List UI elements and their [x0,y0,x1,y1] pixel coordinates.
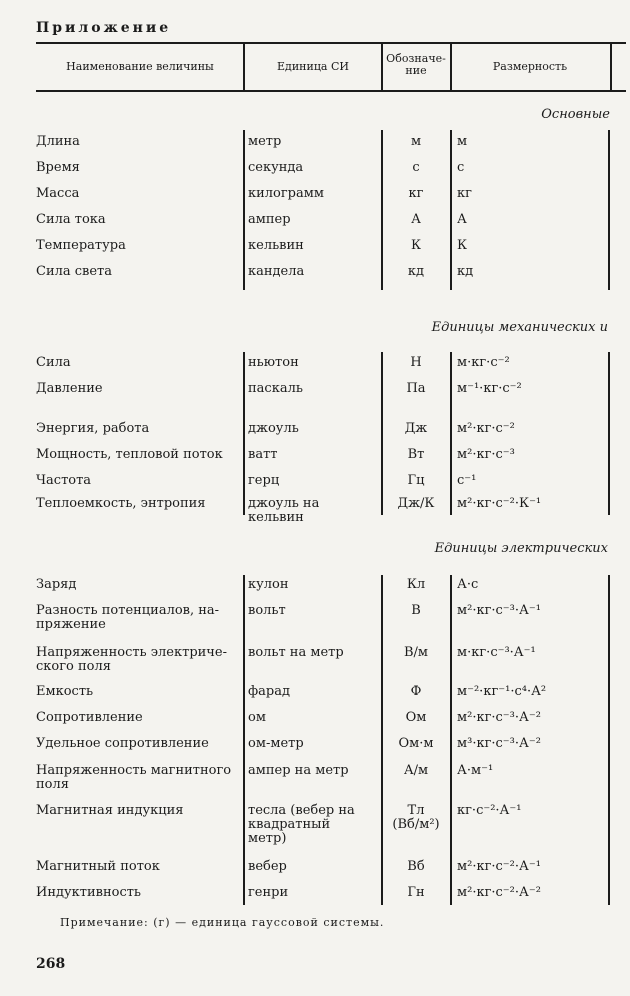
footnote: Примечание: (г) — единица гауссовой системы. [60,916,385,929]
unit-dimension: м²·кг·с⁻³·А⁻² [457,710,541,725]
column-divider [243,575,245,905]
unit-symbol: Дж/К [397,496,435,511]
si-unit-name: ом-метр [248,736,304,751]
si-unit-name: ом [248,710,266,725]
unit-symbol: А/м [403,763,429,778]
unit-symbol: Вт [407,447,425,462]
quantity-name: Мощность, тепловой поток [36,447,223,462]
column-divider [608,575,610,905]
column-divider [608,130,610,290]
unit-dimension: м²·кг·с⁻² [457,421,515,436]
unit-dimension: кг [457,186,472,201]
quantity-name: Частота [36,473,92,488]
quantity-name: Теплоемкость, энтропия [36,496,206,511]
si-unit-name: джоуль на кельвин [248,496,320,525]
quantity-name: Энергия, работа [36,421,150,436]
unit-symbol: В/м [403,645,429,660]
unit-dimension: м⁻²·кг⁻¹·с⁴·А² [457,684,547,699]
unit-symbol: Ф [410,684,422,699]
quantity-name: Емкость [36,684,94,699]
si-unit-name: ватт [248,447,278,462]
quantity-name: Магнитный поток [36,859,160,874]
quantity-name: Давление [36,381,103,396]
quantity-name: Напряженность электриче- ского поля [36,645,227,674]
header-symbol: Обозначе- ние [386,52,446,77]
unit-symbol: Гн [407,885,425,900]
unit-dimension: А [457,212,467,227]
section-title: Основные [541,107,610,122]
unit-symbol: Гц [407,473,425,488]
si-unit-name: джоуль [248,421,299,436]
si-unit-name: тесла (вебер на квадратный метр) [248,803,355,846]
section-title: Единицы электрических [434,541,608,556]
header-divider [243,44,245,90]
quantity-name: Длина [36,134,80,149]
column-divider [243,130,245,290]
quantity-name: Индуктивность [36,885,141,900]
quantity-name: Время [36,160,80,175]
header-si-unit: Единица СИ [277,60,349,73]
quantity-name: Сила тока [36,212,106,227]
unit-symbol: К [410,238,422,253]
unit-symbol: Ом·м [398,736,434,751]
unit-symbol: Дж [404,421,428,436]
unit-symbol: Тл (Вб/м²) [392,803,440,832]
si-unit-name: вольт на метр [248,645,344,660]
si-unit-name: метр [248,134,282,149]
unit-dimension: м²·кг·с⁻²·К⁻¹ [457,496,542,511]
quantity-name: Масса [36,186,80,201]
quantity-name: Заряд [36,577,77,592]
unit-dimension: с⁻¹ [457,473,477,488]
si-unit-name: ампер [248,212,291,227]
unit-symbol: Кл [406,577,426,592]
unit-dimension: м²·кг·с⁻²·А⁻¹ [457,859,541,874]
column-divider [608,352,610,515]
unit-dimension: кг·с⁻²·А⁻¹ [457,803,522,818]
header-bottom-rule [36,90,626,92]
unit-symbol: Н [410,355,422,370]
si-unit-name: ньютон [248,355,299,370]
si-unit-name: кандела [248,264,305,279]
column-divider [450,130,452,290]
appendix-title: Приложение [36,20,172,36]
unit-dimension: м²·кг·с⁻³·А⁻¹ [457,603,541,618]
quantity-name: Сила [36,355,71,370]
si-unit-name: ампер на метр [248,763,349,778]
si-unit-name: герц [248,473,280,488]
quantity-name: Сила света [36,264,112,279]
unit-symbol: Па [406,381,426,396]
quantity-name: Температура [36,238,126,253]
si-unit-name: фарад [248,684,291,699]
si-unit-name: кельвин [248,238,304,253]
page-number: 268 [36,956,66,972]
unit-dimension: м [457,134,468,149]
unit-dimension: м³·кг·с⁻³·А⁻² [457,736,541,751]
header-divider [610,44,612,90]
header-top-rule [36,42,626,44]
quantity-name: Разность потенциалов, на- пряжение [36,603,220,632]
header-name: Наименование величины [66,60,214,73]
si-unit-name: секунда [248,160,304,175]
unit-symbol: м [410,134,422,149]
unit-dimension: А·м⁻¹ [457,763,494,778]
unit-dimension: м·кг·с⁻³·А⁻¹ [457,645,536,660]
unit-symbol: кг [408,186,424,201]
unit-symbol: Ом [405,710,427,725]
unit-dimension: м⁻¹·кг·с⁻² [457,381,522,396]
unit-symbol: Вб [407,859,425,874]
column-divider [450,352,452,515]
column-divider [243,352,245,515]
unit-dimension: м·кг·с⁻² [457,355,510,370]
si-unit-name: кулон [248,577,289,592]
quantity-name: Магнитная индукция [36,803,184,818]
section-title: Единицы механических и [431,320,608,335]
unit-dimension: А·с [457,577,479,592]
header-dimension: Размерность [492,60,568,73]
si-unit-name: генри [248,885,289,900]
si-unit-name: вебер [248,859,287,874]
quantity-name: Сопротивление [36,710,143,725]
unit-symbol: В [411,603,421,618]
unit-dimension: кд [457,264,474,279]
si-unit-name: килограмм [248,186,324,201]
quantity-name: Удельное сопротивление [36,736,209,751]
unit-symbol: А [411,212,421,227]
unit-symbol: кд [407,264,425,279]
unit-dimension: м²·кг·с⁻³ [457,447,515,462]
quantity-name: Напряженность магнитного поля [36,763,232,792]
si-unit-name: вольт [248,603,286,618]
column-divider [450,575,452,905]
unit-symbol: с [412,160,420,175]
si-unit-name: паскаль [248,381,303,396]
unit-dimension: с [457,160,465,175]
unit-dimension: м²·кг·с⁻²·А⁻² [457,885,541,900]
unit-dimension: К [457,238,468,253]
